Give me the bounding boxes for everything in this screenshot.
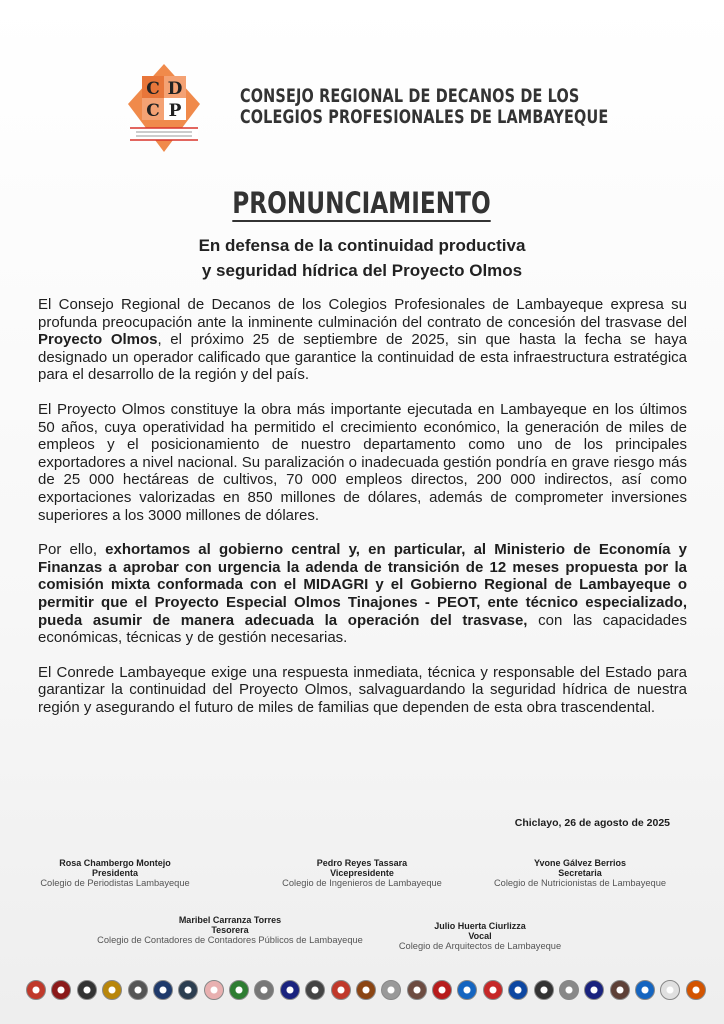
signatory-role: Vicepresidente [330, 868, 394, 878]
bold-text: Proyecto Olmos [38, 331, 158, 349]
org-line: CONSEJO REGIONAL DE DECANOS DE LOS [240, 86, 580, 107]
college-emblem-icon [686, 980, 706, 1000]
college-emblem-icon [559, 980, 579, 1000]
college-emblem-icon [77, 980, 97, 1000]
text: , el próximo 25 de septiembre de 2025, sin que hasta la fecha se haya designado un operador calificado que garantice la continuidad de esta infraestructura estratégica para el desarrollo de la región y del país. [38, 331, 687, 384]
college-emblem-icon [331, 980, 351, 1000]
organization-name [240, 86, 608, 128]
signatory [480, 858, 680, 888]
signatory-college: Colegio de Arquitectos de Lambayeque [398, 941, 562, 951]
signatory [380, 921, 580, 951]
signatory-name: Rosa Chambergo Montejo [59, 858, 171, 868]
college-emblem-icon [584, 980, 604, 1000]
college-emblem-icon [128, 980, 148, 1000]
college-emblem-icon [280, 980, 300, 1000]
document-subtitle [0, 233, 724, 283]
logo-letter: P [168, 101, 182, 121]
paragraph-3 [38, 541, 687, 647]
signatory-name: Pedro Reyes Tassara [316, 858, 408, 868]
signatory-college: Colegio de Ingenieros de Lambayeque [282, 878, 442, 888]
cdcp-logo [128, 64, 200, 152]
org-line: COLEGIOS PROFESIONALES DE LAMBAYEQUE [240, 107, 609, 128]
signatory [80, 915, 380, 945]
college-emblem-icon [483, 980, 503, 1000]
text: Por ello, [38, 541, 106, 559]
college-emblem-icon [153, 980, 173, 1000]
college-emblem-icon [178, 980, 198, 1000]
college-emblem-icon [457, 980, 477, 1000]
college-emblem-icon [26, 980, 46, 1000]
subtitle-line: En defensa de la continuidad productiva [198, 236, 526, 255]
logo-letter: C [146, 79, 160, 99]
paragraph-2: El Proyecto Olmos constituye la obra más importante ejecutada en Lambayeque en los últimos 50 años, cuya operatividad ha permitido el crecimiento económico, la generación de miles de empleos y el posicionamiento de nuestro departamento como uno de los principales exportadores a nivel nacional. Su paralización o inadecuada gestión pondría en grave riesgo más de 25 000 hectáreas de cultivos, 70 000 empleos directos, 200 000 indirectos, así como exportaciones valorizadas en 850 millones de dólares, además de comprometer inversiones superiores a los 3000 millones de dólares. [38, 400, 687, 524]
college-emblem-icon [635, 980, 655, 1000]
signatory [20, 858, 210, 888]
signatory-name: Julio Huerta Ciurlizza [434, 921, 526, 931]
signatory-role: Presidenta [91, 868, 139, 878]
college-emblem-icon [51, 980, 71, 1000]
college-emblem-icon [356, 980, 376, 1000]
bold-text: exhortamos al gobierno central y, en particular, al Ministerio de Economía y Finanzas a aprobar con urgencia la adenda de transición de 12 meses propuesta por la comisión mixta conformada con el MIDAGRI y el Gobierno Regional de Lambayeque o permitir que el Proyecto Especial Olmos Tinajones - PEOT, ente técnico especializado, pueda asumir de manera adecuada la operación del trasvase, [38, 541, 687, 629]
signatory-role: Vocal [468, 931, 492, 941]
college-emblem-icon [204, 980, 224, 1000]
logo-letter: D [167, 79, 183, 99]
college-emblem-icon [305, 980, 325, 1000]
date-line: Chiclayo, 26 de agosto de 2025 [514, 817, 670, 829]
document-body [38, 296, 687, 733]
college-emblem-icon [254, 980, 274, 1000]
signatory-name: Maribel Carranza Torres [178, 915, 282, 925]
college-emblem-icon [102, 980, 122, 1000]
document-title [0, 186, 724, 222]
college-emblem-icon [534, 980, 554, 1000]
college-emblem-icon [381, 980, 401, 1000]
signatory-college: Colegio de Nutricionistas de Lambayeque [493, 878, 667, 888]
college-emblem-icon [508, 980, 528, 1000]
signatory [262, 858, 462, 888]
text: El Consejo Regional de Decanos de los Colegios Profesionales de Lambayeque expresa su profunda preocupación ante la inminente culminación del contrato de concesión del trasvase del [38, 296, 687, 331]
college-emblem-icon [660, 980, 680, 1000]
signatory-name: Yvone Gálvez Berrios [533, 858, 627, 868]
subtitle-line: y seguridad hídrica del Proyecto Olmos [201, 261, 523, 280]
signatory-role: Secretaria [558, 868, 602, 878]
signatory-college: Colegio de Contadores de Contadores Públicos de Lambayeque [97, 935, 363, 945]
signatory-role: Tesorera [211, 925, 249, 935]
title-text: PRONUNCIAMIENTO [232, 186, 492, 220]
paragraph-4: El Conrede Lambayeque exige una respuesta inmediata, técnica y responsable del Estado para garantizar la continuidad del Proyecto Olmos, salvaguardando la seguridad hídrica de nuestra región y asegurando el futuro de miles de familias que dependen de esta obra trascendental. [38, 663, 687, 716]
college-emblem-icon [610, 980, 630, 1000]
college-emblems-row [26, 980, 706, 1000]
logo-letter: C [146, 101, 160, 121]
college-emblem-icon [407, 980, 427, 1000]
signatory-college: Colegio de Periodistas Lambayeque [40, 878, 190, 888]
college-emblem-icon [432, 980, 452, 1000]
text: con las capacidades económicas, técnicas y de gestión necesarias. [38, 611, 687, 647]
paragraph-1 [38, 296, 687, 384]
college-emblem-icon [229, 980, 249, 1000]
